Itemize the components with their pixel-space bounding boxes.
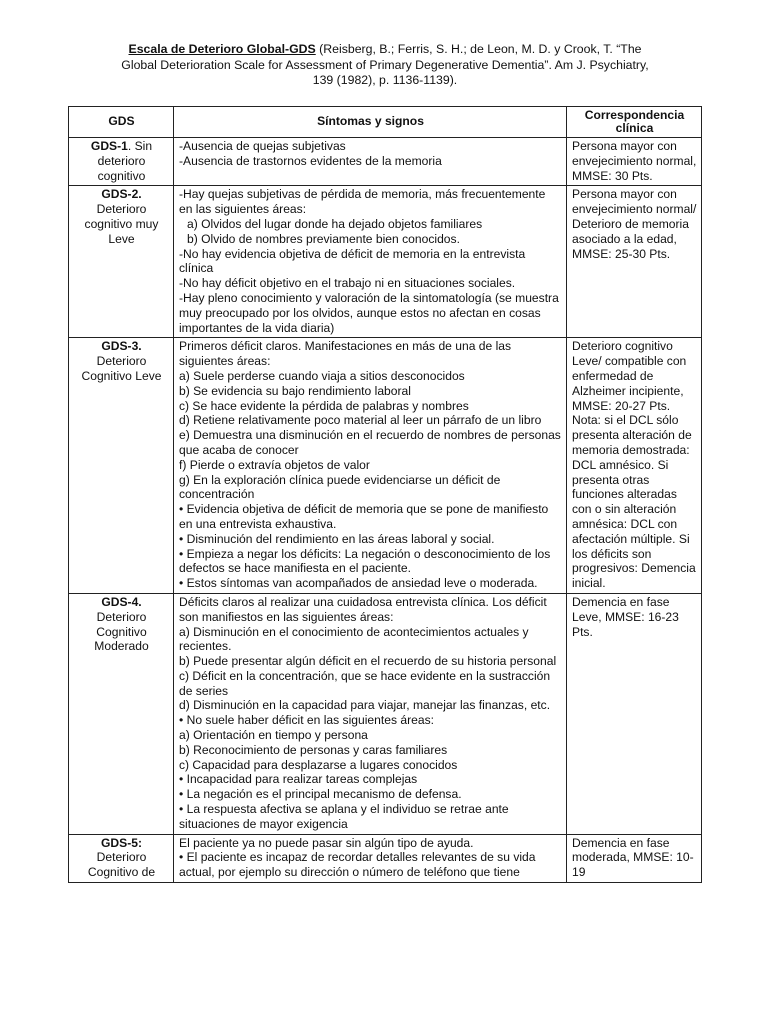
table-row <box>69 186 702 338</box>
citation-part-3: 139 (1982), p. 1136-1139). <box>312 73 458 87</box>
symptom-line: • Empieza a negar los déficits: La negación o desconocimiento de los defectos se hace manifiesta en el paciente. <box>179 546 551 576</box>
document-title <box>72 42 698 89</box>
stage-label: Deterioro cognitivo muy Leve <box>84 202 159 246</box>
symptom-line: b) Se evidencia su bajo rendimiento laboral <box>179 383 411 398</box>
symptom-line: e) Demuestra una disminución en el recuerdo de nombres de personas que acaba de conocer <box>179 428 561 457</box>
symptom-line: f) Pierde o extravía objetos de valor <box>179 457 370 472</box>
stage-cell <box>69 186 174 338</box>
symptom-line: Déficits claros al realizar una cuidadosa entrevista clínica. Los déficit son manifiestos en las siguientes áreas: <box>179 594 547 624</box>
symptom-line: -Ausencia de quejas subjetivas <box>179 139 346 153</box>
symptom-line: b) Reconocimiento de personas y caras familiares <box>179 742 448 757</box>
stage-code: GDS-5: <box>101 835 142 850</box>
symptoms-cell <box>174 593 567 834</box>
symptoms-cell <box>174 186 567 338</box>
symptoms-cell <box>174 834 567 882</box>
symptom-line: -Ausencia de trastornos evidentes de la memoria <box>179 153 442 168</box>
column-header-symptoms: Síntomas y signos <box>174 107 567 138</box>
symptom-line: -Hay pleno conocimiento y valoración de la sintomatología (se muestra muy preocupado por los olvidos, aunque estos no afectan en cosas importantes de la vida diaria) <box>179 290 559 335</box>
clinical-cell: Demencia en fase Leve, MMSE: 16-23 Pts. <box>567 593 702 834</box>
symptom-line: • La respuesta afectiva se aplana y el individuo se retrae ante situaciones de mayor exigencia <box>179 802 509 831</box>
table-row <box>69 138 702 186</box>
stage-cell <box>69 338 174 594</box>
stage-cell <box>69 138 174 186</box>
symptom-line: -No hay evidencia objetiva de déficit de memoria en la entrevista clínica <box>179 246 526 276</box>
symptom-line: Primeros déficit claros. Manifestaciones en más de una de las siguientes áreas: <box>179 339 512 369</box>
citation-part-2: Global Deterioration Scale for Assessment of Primary Degenerative Dementia”. Am J. Psychiatry, <box>121 57 649 72</box>
stage-code: GDS-2. <box>101 187 142 202</box>
clinical-cell <box>567 834 702 882</box>
symptom-line: • Disminución del rendimiento en las áreas laboral y social. <box>179 531 495 546</box>
symptom-line: a) Olvidos del lugar donde ha dejado objetos familiares <box>187 216 483 231</box>
clinical-text: Demencia en fase moderada, MMSE: 10-19 <box>572 835 694 880</box>
symptom-line: c) Déficit en la concentración, que se hace evidente en la sustracción de series <box>179 668 551 698</box>
symptoms-cell <box>174 338 567 594</box>
clinical-cell: Persona mayor con envejecimiento normal, MMSE: 30 Pts. <box>567 138 702 186</box>
stage-code: GDS-1 <box>90 139 128 153</box>
gds-table <box>68 106 702 883</box>
symptom-line: • El paciente es incapaz de recordar detalles relevantes de su vida actual, por ejemplo su dirección o número de teléfono que tiene <box>179 850 536 880</box>
symptom-line: El paciente ya no puede pasar sin algún tipo de ayuda. <box>179 835 474 850</box>
stage-label: . Sin deterioro cognitivo <box>97 139 153 183</box>
symptom-line: c) Se hace evidente la pérdida de palabras y nombres <box>179 398 469 413</box>
column-header-gds: GDS <box>69 107 174 138</box>
table-row <box>69 338 702 594</box>
symptom-line: c) Capacidad para desplazarse a lugares conocidos <box>179 757 458 772</box>
stage-code: GDS-4. <box>101 594 142 609</box>
table-row <box>69 834 702 882</box>
symptom-line: -Hay quejas subjetivas de pérdida de memoria, más frecuentemente en las siguientes áreas: <box>179 187 546 217</box>
citation-part-1: (Reisberg, B.; Ferris, S. H.; de Leon, M. D. y Crook, T. “The <box>315 42 642 56</box>
stage-label: Deterioro Cognitivo Moderado <box>94 609 149 654</box>
symptom-line: -No hay déficit objetivo en el trabajo ni en situaciones sociales. <box>179 276 516 291</box>
clinical-cell: Deterioro cognitivo Leve/ compatible con enfermedad de Alzheimer incipiente, MMSE: 20-27 Pts. Nota: si el DCL sólo presenta alteración de memoria demostrada: DCL amnésico. Si presenta otras funciones alteradas con o sin alteración amnésica: DCL con afectación múltiple. Si los déficits son progresivos: Demencia inicial. <box>567 338 702 594</box>
stage-code: GDS-3. <box>101 339 142 354</box>
symptom-line: a) Orientación en tiempo y persona <box>179 728 368 743</box>
symptom-line: b) Puede presentar algún déficit en el recuerdo de su historia personal <box>179 654 557 669</box>
symptoms-cell <box>174 138 567 186</box>
symptom-line: • Incapacidad para realizar tareas complejas <box>179 772 418 787</box>
stage-label: Deterioro Cognitivo de <box>87 850 156 880</box>
symptom-line: • La negación es el principal mecanismo de defensa. <box>179 787 462 802</box>
stage-cell <box>69 834 174 882</box>
symptom-line: • Estos síntomas van acompañados de ansiedad leve o moderada. <box>179 576 538 591</box>
symptom-line: a) Disminución en el conocimiento de acontecimientos actuales y recientes. <box>179 624 529 654</box>
stage-cell <box>69 593 174 834</box>
symptom-line: d) Retiene relativamente poco material al leer un párrafo de un libro <box>179 413 542 428</box>
column-header-clinical: Correspondencia clínica <box>567 107 702 138</box>
symptom-line: g) En la exploración clínica puede evidenciarse un déficit de concentración <box>179 472 501 502</box>
symptom-line: d) Disminución en la capacidad para viajar, manejar las finanzas, etc. <box>179 698 551 713</box>
clinical-cell: Persona mayor con envejecimiento normal/ Deterioro de memoria asociado a la edad, MMSE: 25-30 Pts. <box>567 186 702 338</box>
scale-title: Escala de Deterioro Global-GDS <box>128 42 316 56</box>
stage-label: Deterioro Cognitivo Leve <box>81 354 162 383</box>
table-row <box>69 593 702 834</box>
symptom-line: • No suele haber déficit en las siguientes áreas: <box>179 713 434 728</box>
table-header-row <box>69 107 702 138</box>
symptom-line: a) Suele perderse cuando viaja a sitios desconocidos <box>179 368 465 383</box>
symptom-line: b) Olvido de nombres previamente bien conocidos. <box>187 231 460 246</box>
symptom-line: • Evidencia objetiva de déficit de memoria que se pone de manifiesto en una entrevista exhaustiva. <box>179 502 549 531</box>
